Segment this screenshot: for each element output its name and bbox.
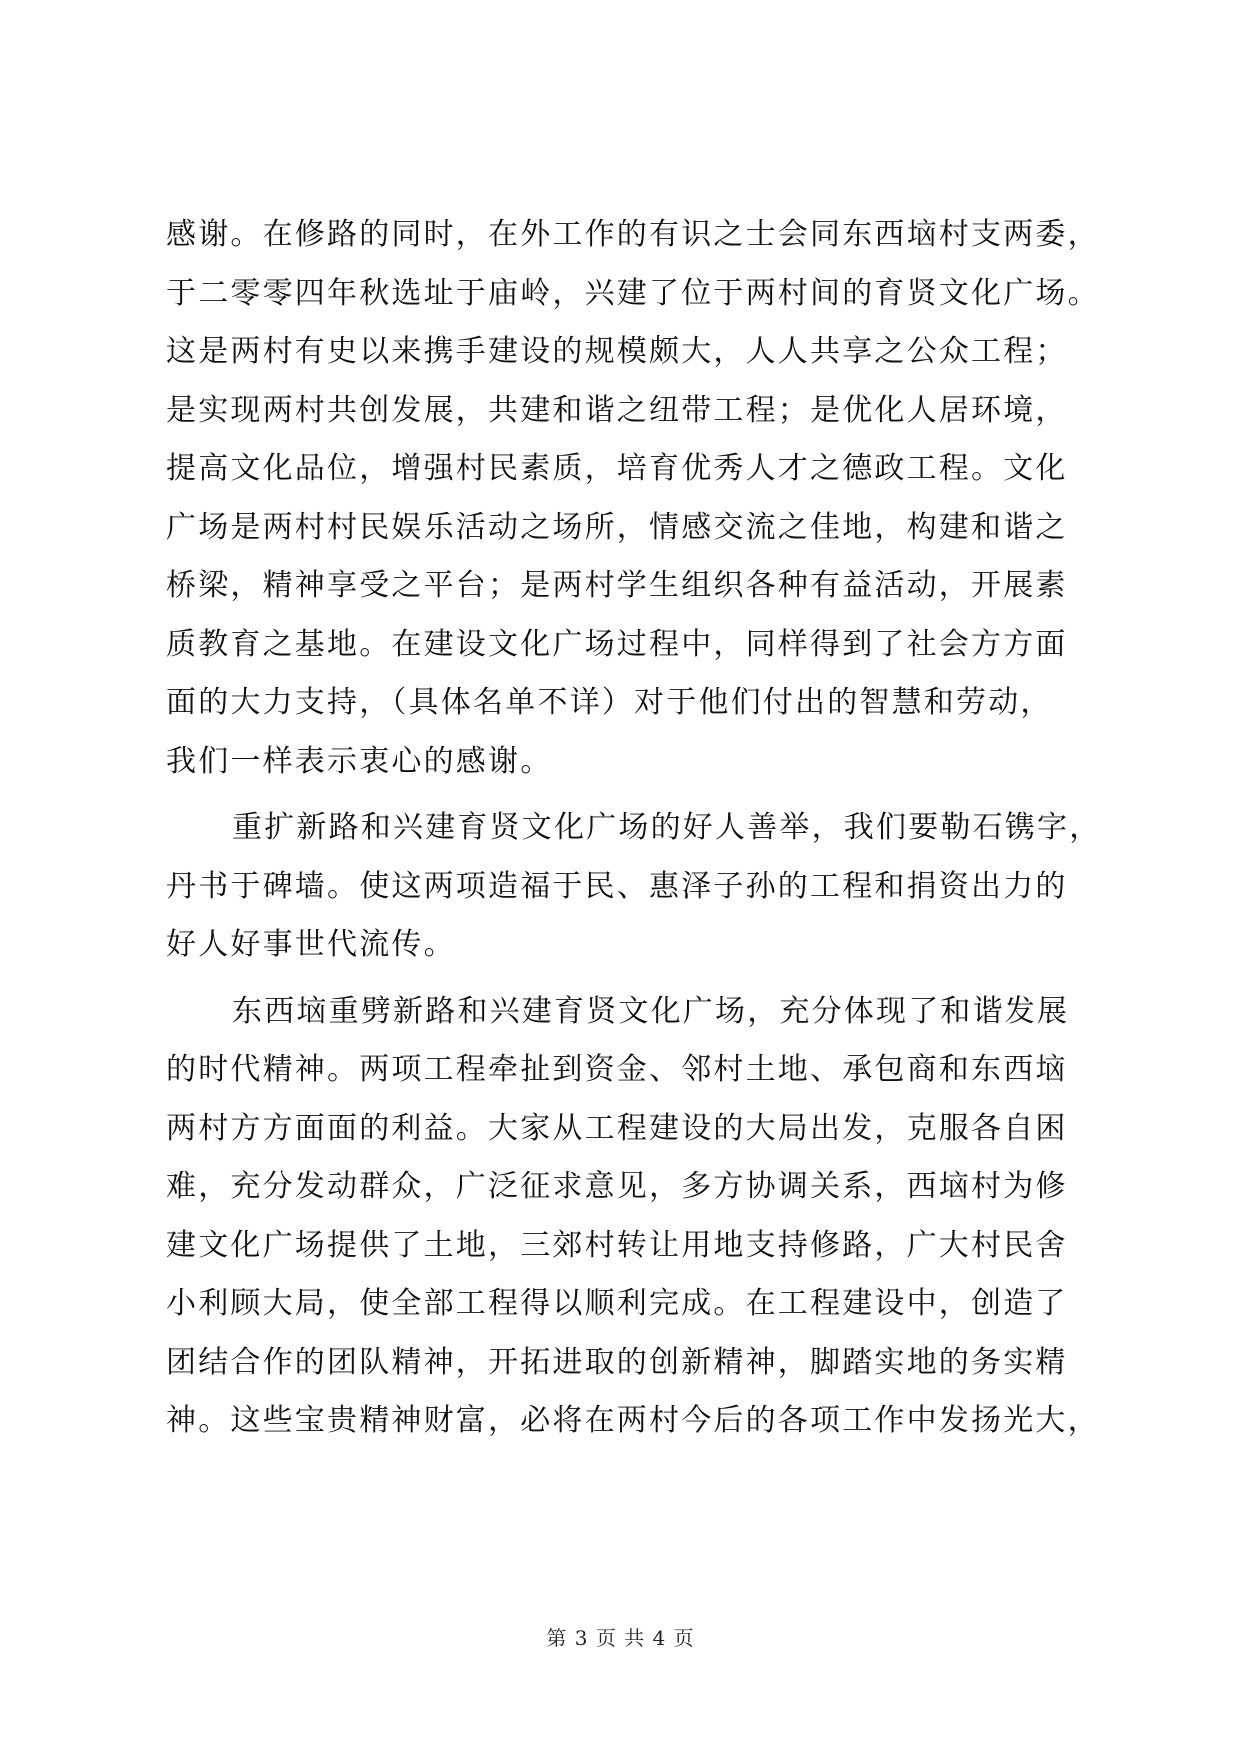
text-line: 提高文化品位，增强村民素质，培育优秀人才之德政工程。文化	[166, 451, 1068, 486]
text-line: 我们一样表示衷心的感谢。	[166, 743, 553, 779]
text-line: 是实现两村共创发展，共建和谐之纽带工程；是优化人居环境，	[166, 392, 1068, 428]
text-line: 团结合作的团队精神，开拓进取的创新精神，脚踏实地的务实精	[166, 1344, 1068, 1380]
text-line: 的时代精神。两项工程牵扯到资金、邻村土地、承包商和东西垴	[166, 1052, 1068, 1087]
paragraph-2	[166, 799, 1126, 975]
text-line: 神。这些宝贵精神财富，必将在两村今后的各项工作中发扬光大，	[166, 1403, 1100, 1438]
text-line: 难，充分发动群众，广泛征求意见，多方协调关系，西垴村为修	[166, 1169, 1068, 1204]
text-line: 广场是两村村民娱乐活动之场所，情感交流之佳地，构建和谐之	[166, 509, 1068, 545]
paragraph-1	[166, 206, 1126, 791]
text-line: 好人好事世代流传。	[166, 927, 456, 962]
text-line: 建文化广场提供了土地，三郊村转让用地支持修路，广大村民舍	[166, 1227, 1068, 1263]
text-line: 于二零零四年秋选址于庙岭，兴建了位于两村间的育贤文化广场。	[166, 275, 1100, 311]
text-line: 小利顾大局，使全部工程得以顺利完成。在工程建设中，创造了	[166, 1286, 1068, 1321]
text-line: 面的大力支持，（具体名单不详）对于他们付出的智慧和劳动，	[166, 685, 1053, 720]
text-line: 质教育之基地。在建设文化广场过程中，同样得到了社会方方面	[166, 626, 1068, 662]
paragraph-3	[166, 983, 1126, 1451]
document-body	[166, 206, 1126, 1451]
text-line: 桥梁，精神享受之平台；是两村学生组织各种有益活动，开展素	[166, 568, 1068, 603]
text-line: 东西垴重劈新路和兴建育贤文化广场，充分体现了和谐发展	[232, 993, 1070, 1029]
text-line: 感谢。在修路的同时，在外工作的有识之士会同东西垴村支两委，	[166, 217, 1100, 252]
page-number-footer: 第 3 页 共 4 页	[546, 1626, 695, 1650]
text-line: 丹书于碑墙。使这两项造福于民、惠泽子孙的工程和捐资出力的	[166, 868, 1068, 904]
text-line: 这是两村有史以来携手建设的规模颇大，人人共享之公众工程；	[166, 334, 1068, 369]
text-line: 两村方方面面的利益。大家从工程建设的大局出发，克服各自困	[166, 1110, 1068, 1146]
text-line: 重扩新路和兴建育贤文化广场的好人善举，我们要勒石镌字，	[232, 810, 1102, 845]
